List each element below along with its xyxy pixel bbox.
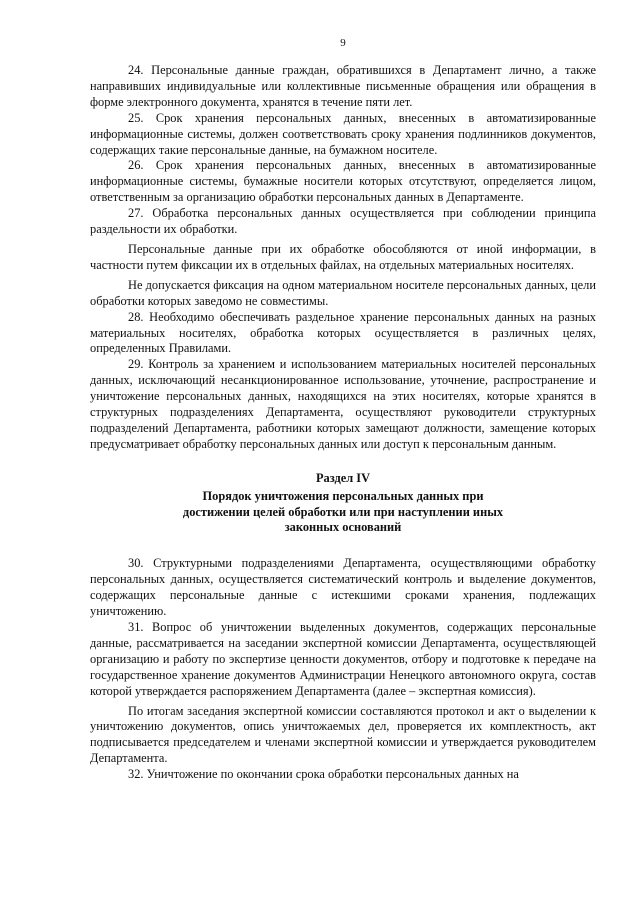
section-title-line: Порядок уничтожения персональных данных при xyxy=(202,488,484,503)
paragraph-28: 28. Необходимо обеспечивать раздельное хранение персональных данных на разных материальных носителях, обработка которых осуществляется в различных целях, определенных Правилами. xyxy=(90,309,596,356)
paragraph-27-prohibition: Не допускается фиксация на одном материальном носителе персональных данных, цели обработки которых заведомо не совместимы. xyxy=(90,277,596,308)
section-label: Раздел IV xyxy=(315,470,371,485)
paragraph-24: 24. Персональные данные граждан, обратившихся в Департамент лично, а также направивших индивидуальные или коллективные письменные обращения или обращения в форме электронного документа, хранятся в течение пяти лет. xyxy=(90,63,596,109)
paragraph-32: 32. Уничтожение по окончании срока обработки персональных данных на xyxy=(128,767,519,782)
paragraph-29: 29. Контроль за хранением и использованием материальных носителей персональных данных, исключающий несанкционированное использование, уточнение, распространение и уничтожение персональных данных, находящихся на этих носителях, которые хранятся в структурных подразделениях Департамента, осуществляют руководители структурных подразделений Департамента, работники которых замещают должности, замещение которых предусматривает обработку персональных данных или доступ к персональным данным. xyxy=(90,357,596,451)
document-page xyxy=(90,36,596,783)
paragraph-26: 26. Срок хранения персональных данных, внесенных в автоматизированные информационные системы, бумажные носители которых отсутствуют, определяется лицом, ответственным за организацию обработки персональных данных в Департаменте. xyxy=(90,158,596,205)
paragraph-27-separation: Персональные данные при их обработке обособляются от иной информации, в частности путем фиксации их в отдельных файлах, на отдельных материальных носителях. xyxy=(90,241,596,272)
paragraphs-before xyxy=(90,63,596,453)
paragraphs-after xyxy=(90,556,596,783)
section-title-line: достижении целей обработки или при наступлении иных xyxy=(182,504,504,519)
paragraph-25: 25. Срок хранения персональных данных, внесенных в автоматизированные информационные системы, должен соответствовать сроку хранения подлинников документов, содержащих такие персональные данные, на бумажном носителе. xyxy=(90,110,596,157)
page-number: 9 xyxy=(340,37,346,49)
section-heading xyxy=(90,471,596,537)
paragraph-31-protocol: По итогам заседания экспертной комиссии составляются протокол и акт о выделении к уничтожению документов, опись уничтожаемых дел, проверяется их комплектность, акт подписывается председателем и членами экспертной комиссии и утверждается руководителем Департамента. xyxy=(90,703,596,766)
paragraph-30: 30. Структурными подразделениями Департамента, осуществляющими обработку персональных данных, осуществляется систематический контроль и выделение документов, содержащих персональные данные с истекшими сроками хранения, подлежащих уничтожению. xyxy=(90,556,596,619)
paragraph-27: 27. Обработка персональных данных осуществляется при соблюдении принципа раздельности их обработки. xyxy=(90,206,596,237)
section-title-line: законных оснований xyxy=(284,520,402,535)
section-title xyxy=(90,489,596,537)
paragraph-31: 31. Вопрос об уничтожении выделенных документов, содержащих персональные данные, рассматривается на заседании экспертной комиссии Департамента, осуществляющей организацию и работу по экспертизе ценности документов, отбору и подготовке к передаче на государственное хранение документов Администрации Ненецкого автономного округа, состав которой утверждается распоряжением Департамента (далее – экспертная комиссия). xyxy=(90,620,596,698)
